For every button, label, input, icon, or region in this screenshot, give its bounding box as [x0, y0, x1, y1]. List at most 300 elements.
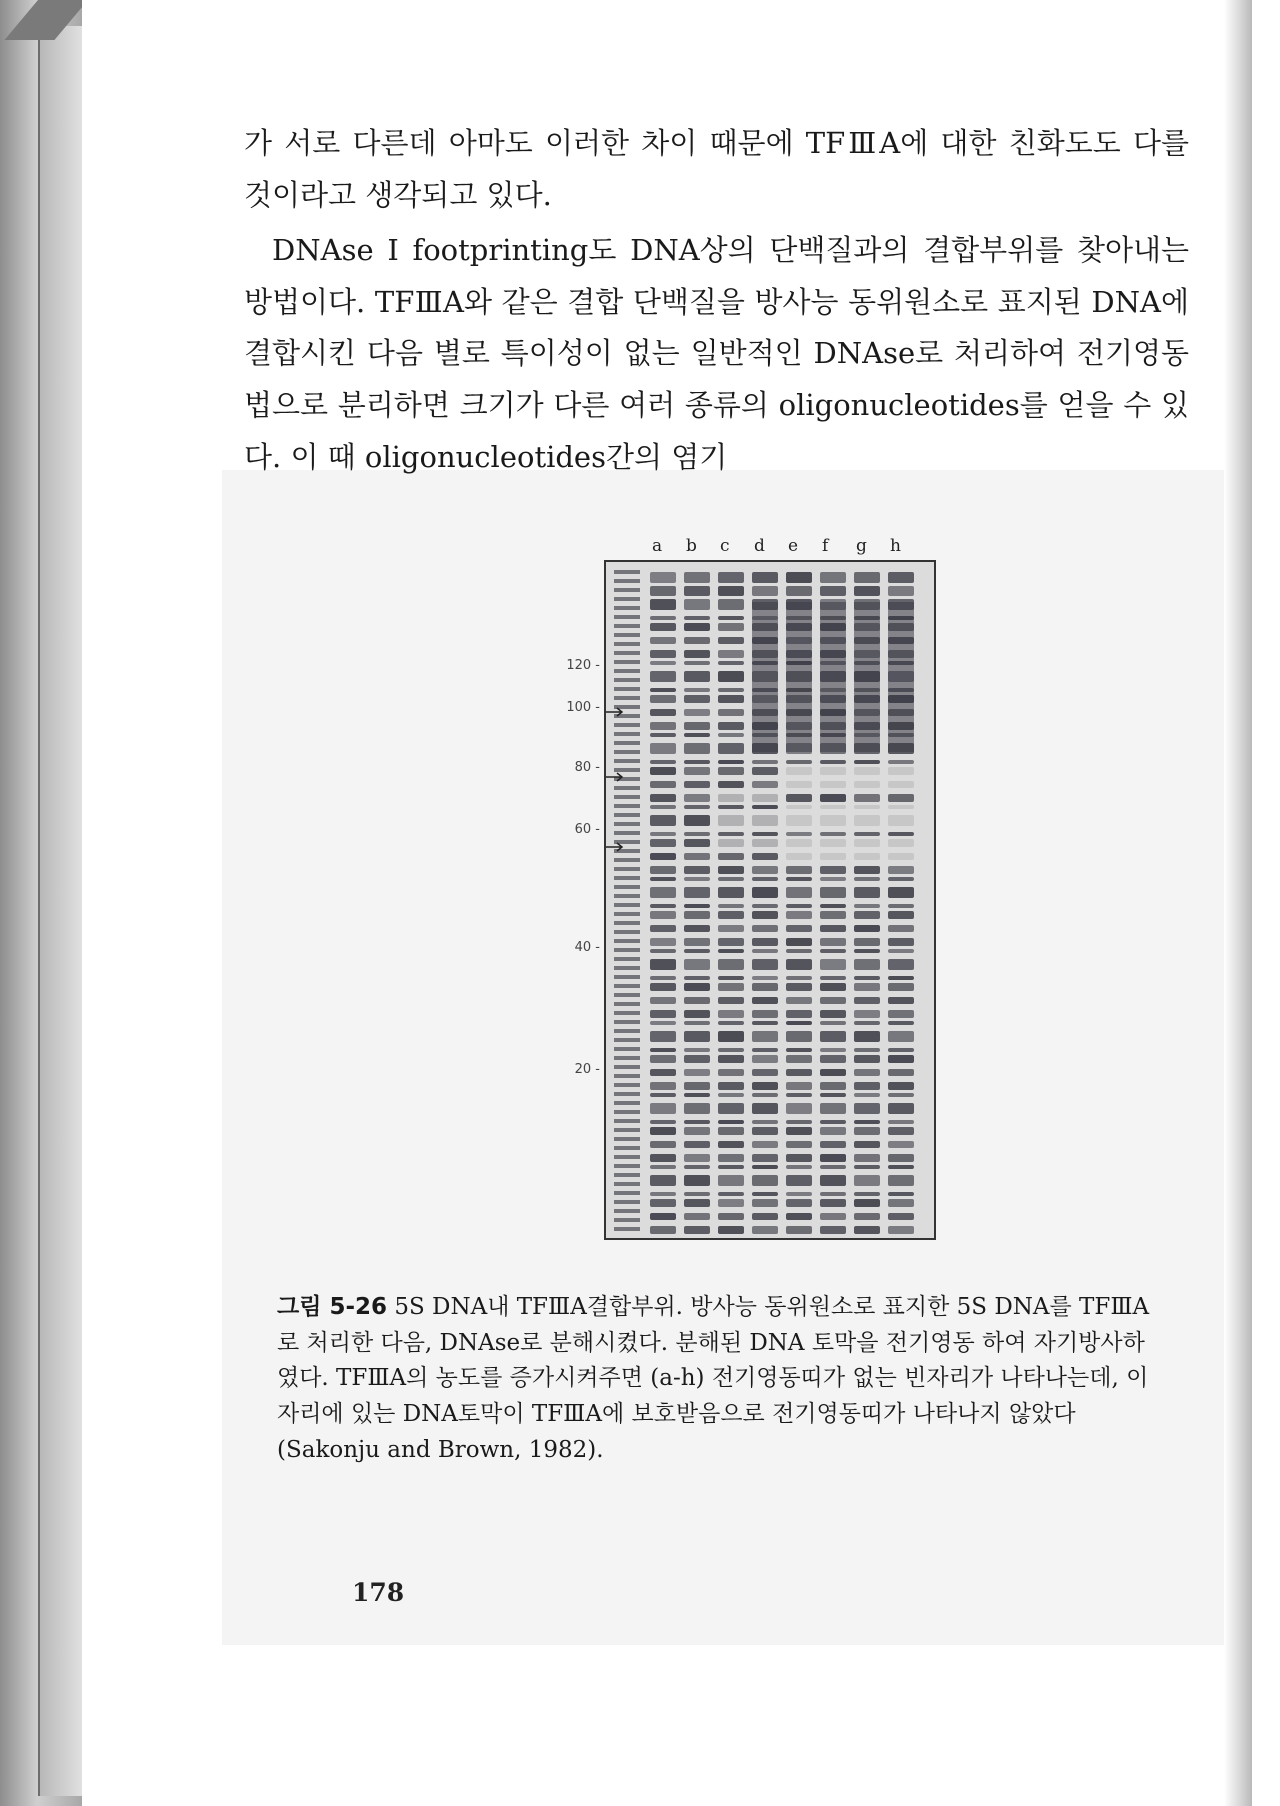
marker-band — [614, 1002, 640, 1006]
gel-band — [786, 997, 812, 1004]
gel-band — [650, 1021, 676, 1025]
gel-band — [820, 1226, 846, 1234]
gel-band — [820, 1154, 846, 1162]
gel-band — [854, 1213, 880, 1220]
gel-band — [718, 1192, 744, 1196]
gel-smear — [820, 602, 846, 752]
gel-band — [684, 616, 710, 620]
gel-band — [854, 767, 880, 775]
gel-image — [604, 560, 936, 1240]
gel-band — [650, 1120, 676, 1124]
gel-band — [684, 815, 710, 826]
gel-band — [684, 695, 710, 703]
gel-band — [684, 661, 710, 665]
gel-band — [650, 959, 676, 970]
size-marker-80: 80 - — [574, 760, 600, 775]
gel-band — [752, 904, 778, 908]
gel-band — [786, 760, 812, 764]
gel-band — [854, 911, 880, 919]
size-marker-20: 20 - — [574, 1062, 600, 1077]
gel-band — [684, 938, 710, 946]
gel-band — [650, 983, 676, 991]
gel-band — [650, 815, 676, 826]
gel-band — [684, 1213, 710, 1220]
gel-band — [854, 832, 880, 836]
gel-band — [786, 904, 812, 908]
gel-band — [718, 767, 744, 775]
gel-band — [718, 1154, 744, 1162]
marker-band — [614, 984, 640, 988]
gel-band — [650, 1199, 676, 1207]
marker-band — [614, 750, 640, 754]
gel-band — [650, 1175, 676, 1186]
gel-band — [718, 1031, 744, 1042]
gel-band — [786, 1199, 812, 1207]
gel-bands — [606, 562, 934, 1238]
marker-band — [614, 993, 640, 997]
gel-band — [752, 1010, 778, 1018]
gel-band — [718, 599, 744, 610]
gel-band — [650, 781, 676, 788]
marker-band — [614, 615, 640, 619]
gel-band — [786, 925, 812, 932]
gel-band — [888, 1021, 914, 1025]
marker-band — [614, 804, 640, 808]
gel-band — [718, 805, 744, 809]
gel-band — [820, 853, 846, 860]
gel-band — [650, 1055, 676, 1063]
gel-band — [820, 767, 846, 775]
marker-band — [614, 1227, 640, 1231]
gel-band — [718, 904, 744, 908]
gel-band — [854, 1154, 880, 1162]
gel-band — [650, 1192, 676, 1196]
marker-band — [614, 930, 640, 934]
gel-band — [684, 1010, 710, 1018]
marker-band — [614, 867, 640, 871]
gel-band — [684, 1093, 710, 1097]
gel-band — [650, 866, 676, 874]
marker-band — [614, 768, 640, 772]
gel-band — [854, 794, 880, 802]
gel-band — [718, 997, 744, 1004]
gel-band — [854, 1069, 880, 1076]
marker-band — [614, 579, 640, 583]
gel-band — [888, 1082, 914, 1090]
gel-band — [854, 1093, 880, 1097]
gel-band — [718, 839, 744, 847]
gel-band — [650, 1154, 676, 1162]
gel-band — [752, 1031, 778, 1042]
gel-band — [752, 781, 778, 788]
gel-band — [684, 866, 710, 874]
gel-band — [684, 832, 710, 836]
gel-band — [786, 866, 812, 874]
gel-band — [684, 1192, 710, 1196]
marker-band — [614, 1083, 640, 1087]
gel-band — [752, 1226, 778, 1234]
gel-band — [752, 839, 778, 847]
gel-band — [888, 983, 914, 991]
gel-band — [718, 1199, 744, 1207]
gel-band — [820, 976, 846, 980]
gel-band — [854, 997, 880, 1004]
gel-band — [684, 839, 710, 847]
gel-band — [888, 1165, 914, 1169]
gel-band — [684, 709, 710, 716]
gel-band — [718, 1165, 744, 1169]
gel-band — [820, 586, 846, 596]
gel-band — [718, 1226, 744, 1234]
gel-band — [786, 839, 812, 847]
gel-band — [650, 688, 676, 692]
gel-band — [650, 733, 676, 737]
marker-band — [614, 975, 640, 979]
gel-band — [854, 949, 880, 953]
gel-band — [786, 877, 812, 881]
gel-band — [650, 1010, 676, 1018]
gel-band — [752, 976, 778, 980]
gel-band — [854, 976, 880, 980]
marker-band — [614, 903, 640, 907]
gel-band — [820, 1141, 846, 1148]
gel-band — [854, 839, 880, 847]
page-stack-edge — [38, 26, 84, 1796]
gel-band — [854, 815, 880, 826]
gel-band — [888, 925, 914, 932]
size-marker-100: 100 - — [566, 700, 600, 715]
gel-band — [650, 839, 676, 847]
gel-band — [684, 1127, 710, 1135]
gel-band — [888, 767, 914, 775]
gel-band — [650, 1069, 676, 1076]
gel-band — [854, 1103, 880, 1114]
gel-band — [650, 853, 676, 860]
gel-band — [752, 1048, 778, 1052]
gel-band — [888, 866, 914, 874]
gel-band — [684, 1031, 710, 1042]
gel-band — [684, 949, 710, 953]
page-number: 178 — [352, 1578, 405, 1607]
marker-band — [614, 759, 640, 763]
gel-band — [650, 637, 676, 644]
gel-band — [888, 1093, 914, 1097]
gel-band — [752, 1141, 778, 1148]
gel-band — [888, 1226, 914, 1234]
gel-band — [820, 1048, 846, 1052]
gel-band — [718, 983, 744, 991]
gel-band — [854, 805, 880, 809]
gel-smear — [888, 602, 914, 752]
gel-band — [650, 904, 676, 908]
gel-band — [786, 572, 812, 583]
gel-band — [820, 794, 846, 802]
gel-band — [718, 853, 744, 860]
gel-band — [854, 938, 880, 946]
marker-band — [614, 858, 640, 862]
gel-band — [820, 1021, 846, 1025]
gel-band — [786, 1213, 812, 1220]
gel-band — [888, 1192, 914, 1196]
marker-band — [614, 786, 640, 790]
gel-band — [888, 1175, 914, 1186]
gel-band — [684, 976, 710, 980]
marker-band — [614, 1092, 640, 1096]
gel-figure — [544, 530, 936, 1240]
gel-band — [718, 1069, 744, 1076]
gel-band — [888, 839, 914, 847]
gel-band — [888, 1120, 914, 1124]
gel-band — [786, 1226, 812, 1234]
paragraph-2: DNAse I footprinting도 DNA상의 단백질과의 결합부위를 찾아내는 방법이다. TFⅢA와 같은 결합 단백질을 방사능 동위원소로 표지된 DNA에 결합시킨 다음 별로 특이성이 없는 일반적인 DNAse로 처리하여 전기영동법으로 분리하면 크기가 다른 여러 종류의 oligonucleotides를 얻을 수 있다. 이 때 oligonucleotides간의 염기 — [244, 233, 1189, 474]
gel-band — [854, 1048, 880, 1052]
marker-band — [614, 1137, 640, 1141]
gel-band — [820, 997, 846, 1004]
gel-band — [752, 877, 778, 881]
gel-band — [684, 877, 710, 881]
gel-band — [786, 1069, 812, 1076]
gel-band — [786, 1175, 812, 1186]
gel-band — [854, 1120, 880, 1124]
gel-band — [786, 1093, 812, 1097]
gel-band — [752, 1120, 778, 1124]
gel-band — [820, 1055, 846, 1063]
marker-band — [614, 1119, 640, 1123]
marker-band — [614, 696, 640, 700]
gel-band — [718, 671, 744, 682]
size-marker-120: 120 - — [566, 658, 600, 673]
gel-band — [820, 949, 846, 953]
gel-band — [718, 709, 744, 716]
gel-band — [888, 572, 914, 583]
marker-band — [614, 1128, 640, 1132]
gel-band — [684, 586, 710, 596]
marker-band — [614, 1209, 640, 1213]
gel-band — [752, 805, 778, 809]
marker-band — [614, 1065, 640, 1069]
gel-band — [684, 1103, 710, 1114]
body-text — [244, 118, 1189, 483]
marker-band — [614, 885, 640, 889]
page-right-shadow — [1224, 0, 1252, 1806]
gel-band — [752, 997, 778, 1004]
gel-band — [752, 866, 778, 874]
gel-band — [888, 938, 914, 946]
gel-band — [752, 1199, 778, 1207]
gel-band — [786, 781, 812, 788]
gel-band — [786, 1127, 812, 1135]
gel-band — [786, 815, 812, 826]
marker-band — [614, 660, 640, 664]
gel-band — [650, 1031, 676, 1042]
gel-band — [684, 623, 710, 631]
gel-band — [888, 887, 914, 898]
gel-band — [786, 1192, 812, 1196]
gel-band — [752, 925, 778, 932]
gel-band — [650, 1141, 676, 1148]
gel-band — [718, 733, 744, 737]
gel-band — [820, 1031, 846, 1042]
gel-band — [752, 1165, 778, 1169]
gel-band — [718, 877, 744, 881]
gel-band — [820, 832, 846, 836]
marker-band — [614, 651, 640, 655]
gel-band — [684, 722, 710, 730]
gel-band — [820, 572, 846, 583]
gel-smear — [786, 602, 812, 752]
gel-band — [854, 866, 880, 874]
marker-band — [614, 669, 640, 673]
marker-band — [614, 921, 640, 925]
marker-band — [614, 570, 640, 574]
marker-band — [614, 642, 640, 646]
gel-band — [684, 959, 710, 970]
gel-band — [752, 1127, 778, 1135]
marker-band — [614, 939, 640, 943]
marker-band — [614, 1047, 640, 1051]
gel-band — [684, 853, 710, 860]
gel-band — [752, 1055, 778, 1063]
gel-band — [752, 1103, 778, 1114]
gel-band — [718, 1082, 744, 1090]
lane-label-g: g — [856, 536, 867, 556]
gel-band — [854, 1175, 880, 1186]
gel-band — [752, 887, 778, 898]
gel-band — [854, 887, 880, 898]
gel-band — [650, 760, 676, 764]
gel-band — [718, 781, 744, 788]
marker-band — [614, 1020, 640, 1024]
marker-band — [614, 1029, 640, 1033]
gel-band — [684, 733, 710, 737]
gel-band — [752, 1069, 778, 1076]
gel-band — [684, 1021, 710, 1025]
gel-band — [718, 1175, 744, 1186]
gel-band — [820, 805, 846, 809]
gel-band — [718, 695, 744, 703]
gel-band — [650, 911, 676, 919]
gel-band — [888, 815, 914, 826]
gel-band — [752, 572, 778, 583]
gel-band — [718, 925, 744, 932]
gel-band — [752, 959, 778, 970]
gel-band — [718, 616, 744, 620]
gel-band — [650, 671, 676, 682]
gel-band — [820, 887, 846, 898]
marker-band — [614, 795, 640, 799]
gel-band — [718, 832, 744, 836]
gel-band — [684, 911, 710, 919]
gel-band — [820, 1165, 846, 1169]
gel-band — [854, 781, 880, 788]
gel-smear — [854, 602, 880, 752]
gel-band — [684, 983, 710, 991]
gel-band — [684, 1048, 710, 1052]
marker-band — [614, 624, 640, 628]
gel-band — [650, 887, 676, 898]
gel-band — [752, 1175, 778, 1186]
gel-band — [888, 1213, 914, 1220]
gel-band — [650, 709, 676, 716]
caption-text: 5S DNA내 TFⅢA결합부위. 방사능 동위원소로 표지한 5S DNA를 TFⅢA로 처리한 다음, DNAse로 분해시켰다. 분해된 DNA 토막을 전기영동 하여 자기방사하였다. TFⅢA의 농도를 증가시켜주면 (a-h) 전기영동띠가 없는 빈자리가 나타나는데, 이 자리에 있는 DNA토막이 TFⅢA에 보호받음으로 전기영동띠가 나타나지 않았다 (Sakonju and Brown, 1982). — [277, 1294, 1150, 1463]
marker-band — [614, 894, 640, 898]
figure-caption — [277, 1290, 1162, 1468]
gel-band — [888, 1069, 914, 1076]
gel-band — [684, 1120, 710, 1124]
gel-band — [752, 853, 778, 860]
gel-band — [752, 1192, 778, 1196]
gel-band — [684, 572, 710, 583]
marker-band — [614, 822, 640, 826]
gel-band — [854, 1192, 880, 1196]
gel-band — [786, 1154, 812, 1162]
gel-band — [650, 805, 676, 809]
gel-band — [888, 959, 914, 970]
gel-band — [854, 925, 880, 932]
lane-label-b: b — [686, 536, 697, 556]
gel-band — [684, 805, 710, 809]
gel-band — [786, 911, 812, 919]
gel-band — [854, 1082, 880, 1090]
gel-band — [718, 866, 744, 874]
gel-band — [752, 911, 778, 919]
gel-band — [854, 1031, 880, 1042]
paragraph-1: 가 서로 다른데 아마도 이러한 차이 때문에 TFⅢA에 대한 친화도도 다를 것이라고 생각되고 있다. — [244, 126, 1189, 212]
lane-label-f: f — [822, 536, 829, 556]
gel-band — [650, 572, 676, 583]
marker-band — [614, 813, 640, 817]
marker-band — [614, 957, 640, 961]
gel-band — [820, 1213, 846, 1220]
gel-band — [650, 722, 676, 730]
gel-band — [820, 1069, 846, 1076]
marker-band — [614, 588, 640, 592]
gel-band — [820, 1199, 846, 1207]
gel-band — [650, 1082, 676, 1090]
gel-band — [854, 1010, 880, 1018]
gel-band — [718, 938, 744, 946]
gel-band — [854, 959, 880, 970]
gel-band — [854, 1199, 880, 1207]
gel-band — [650, 832, 676, 836]
marker-band — [614, 1182, 640, 1186]
gel-band — [718, 815, 744, 826]
marker-band — [614, 732, 640, 736]
marker-band — [614, 831, 640, 835]
marker-band — [614, 1200, 640, 1204]
gel-band — [820, 1192, 846, 1196]
marker-band — [614, 606, 640, 610]
gel-band — [786, 949, 812, 953]
gel-band — [854, 1021, 880, 1025]
gel-band — [854, 1165, 880, 1169]
marker-band — [614, 1056, 640, 1060]
gel-band — [786, 1048, 812, 1052]
gel-band — [752, 1154, 778, 1162]
size-marker-40: 40 - — [574, 940, 600, 955]
gel-band — [820, 760, 846, 764]
gel-band — [650, 1103, 676, 1114]
marker-band — [614, 1173, 640, 1177]
gel-band — [786, 1055, 812, 1063]
gel-band — [888, 781, 914, 788]
gel-band — [888, 1010, 914, 1018]
marker-band — [614, 1146, 640, 1150]
gel-band — [752, 832, 778, 836]
gel-band — [786, 1120, 812, 1124]
gel-band — [752, 767, 778, 775]
gel-band — [888, 1141, 914, 1148]
